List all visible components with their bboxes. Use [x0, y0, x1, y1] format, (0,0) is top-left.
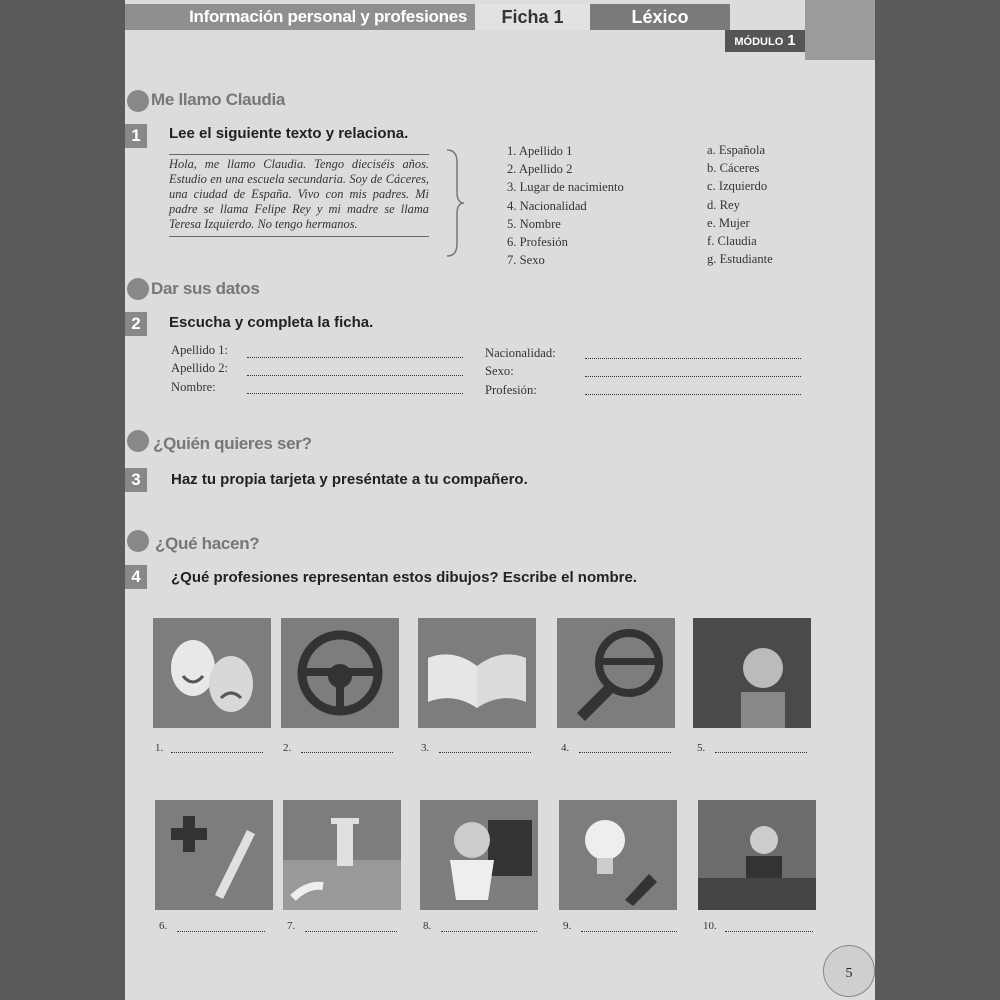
- module-badge: [725, 30, 805, 52]
- books-image: [805, 0, 875, 60]
- form-blank[interactable]: [247, 393, 463, 394]
- answer-label: 5.: [697, 742, 706, 754]
- section-icon: [127, 90, 149, 112]
- answer-label: 8.: [423, 920, 432, 932]
- match-right-item: c. Izquierdo: [707, 179, 768, 194]
- form-label: Nacionalidad:: [485, 346, 556, 360]
- theater-masks-image: [153, 618, 271, 728]
- brace-icon: [445, 148, 465, 258]
- form-label: Sexo:: [485, 364, 514, 378]
- answer-label: 3.: [421, 742, 430, 754]
- module-label: MÓDULO: [734, 36, 784, 48]
- answer-blank[interactable]: [725, 931, 813, 932]
- form-label: Nombre:: [171, 380, 216, 394]
- match-left-item: 4. Nacionalidad: [507, 198, 587, 213]
- answer-label: 9.: [563, 920, 572, 932]
- answer-label: 6.: [159, 920, 168, 932]
- form-blank[interactable]: [585, 394, 801, 395]
- flower-vase-image: [420, 800, 538, 910]
- answer-blank[interactable]: [579, 752, 671, 753]
- section-title: ¿Qué hacen?: [155, 534, 260, 553]
- match-right-item: f. Claudia: [707, 234, 757, 249]
- section-title: ¿Quién quieres ser?: [153, 434, 312, 453]
- match-left-item: 2. Apellido 2: [507, 162, 573, 177]
- section-title: Me llamo Claudia: [151, 90, 286, 109]
- exercise-instruction: Escucha y completa la ficha.: [169, 314, 374, 331]
- match-left-item: 5. Nombre: [507, 216, 561, 231]
- section-icon: [127, 430, 149, 452]
- exercise-instruction: Lee el siguiente texto y relaciona.: [169, 125, 409, 142]
- page-number: 5: [845, 966, 853, 981]
- answer-label: 10.: [703, 920, 717, 932]
- match-right-item: b. Cáceres: [707, 161, 760, 176]
- match-right-item: d. Rey: [707, 197, 740, 212]
- shop-assistant-image: [698, 800, 816, 910]
- workbook-page: [125, 0, 875, 1000]
- answer-label: 2.: [283, 742, 292, 754]
- answer-blank[interactable]: [301, 752, 393, 753]
- answer-blank[interactable]: [439, 752, 531, 753]
- answer-blank[interactable]: [177, 931, 265, 932]
- teacher-image: [693, 618, 811, 728]
- book-image: [418, 618, 536, 728]
- match-right-list: [707, 141, 773, 268]
- answer-blank[interactable]: [305, 931, 397, 932]
- form-blank[interactable]: [247, 357, 463, 358]
- steering-wheel-image: [281, 618, 399, 728]
- match-left-item: 6. Profesión: [507, 235, 568, 250]
- answer-label: 7.: [287, 920, 296, 932]
- form-label: Apellido 2:: [171, 361, 229, 375]
- module-number: 1: [787, 32, 796, 49]
- form-blank[interactable]: [585, 358, 801, 359]
- exercise-instruction: Haz tu propia tarjeta y preséntate a tu compañero.: [171, 471, 528, 488]
- header-ficha: Ficha 1: [475, 4, 590, 30]
- answer-blank[interactable]: [581, 931, 677, 932]
- column-sculpture-image: [283, 800, 401, 910]
- exercise-number: 4: [125, 565, 147, 589]
- medical-syringe-image: [155, 800, 273, 910]
- match-left-item: 7. Sexo: [507, 253, 545, 268]
- match-left-item: 3. Lugar de nacimiento: [507, 180, 624, 195]
- match-left-item: 1. Apellido 1: [507, 144, 573, 158]
- match-right-item: e. Mujer: [707, 215, 750, 230]
- form-label: Profesión:: [485, 383, 537, 397]
- header-topic: Información personal y profesiones: [125, 4, 475, 30]
- form-blank[interactable]: [247, 375, 463, 376]
- section-icon: [127, 278, 149, 300]
- match-left-list: [507, 142, 624, 269]
- reading-text: Hola, me llamo Claudia. Tengo dieciséis años. Estudio en una escuela secundaria. Soy de Cáceres, una ciudad de España. Vivo con mis padres. Mi padre se llama Felipe Rey y mi madre se llama Teresa Izquierdo. No tengo hermanos.: [169, 154, 429, 237]
- lightbulb-wrench-image: [559, 800, 677, 910]
- exercise-number: 1: [125, 124, 147, 148]
- exercise-number: 2: [125, 312, 147, 336]
- exercise-instruction: ¿Qué profesiones representan estos dibujos? Escribe el nombre.: [171, 569, 637, 586]
- answer-label: 1.: [155, 742, 164, 754]
- answer-label: 4.: [561, 742, 570, 754]
- header-lexico: Léxico: [590, 4, 730, 30]
- answer-blank[interactable]: [441, 931, 537, 932]
- match-right-item: g. Estudiante: [707, 252, 773, 267]
- section-icon: [127, 530, 149, 552]
- answer-blank[interactable]: [171, 752, 263, 753]
- section-title: Dar sus datos: [151, 279, 260, 298]
- answer-blank[interactable]: [715, 752, 807, 753]
- match-right-item: a. Española: [707, 143, 766, 157]
- exercise-number: 3: [125, 468, 147, 492]
- form-label: Apellido 1:: [171, 343, 229, 357]
- wheel-and-wrench-image: [557, 618, 675, 728]
- form-blank[interactable]: [585, 376, 801, 377]
